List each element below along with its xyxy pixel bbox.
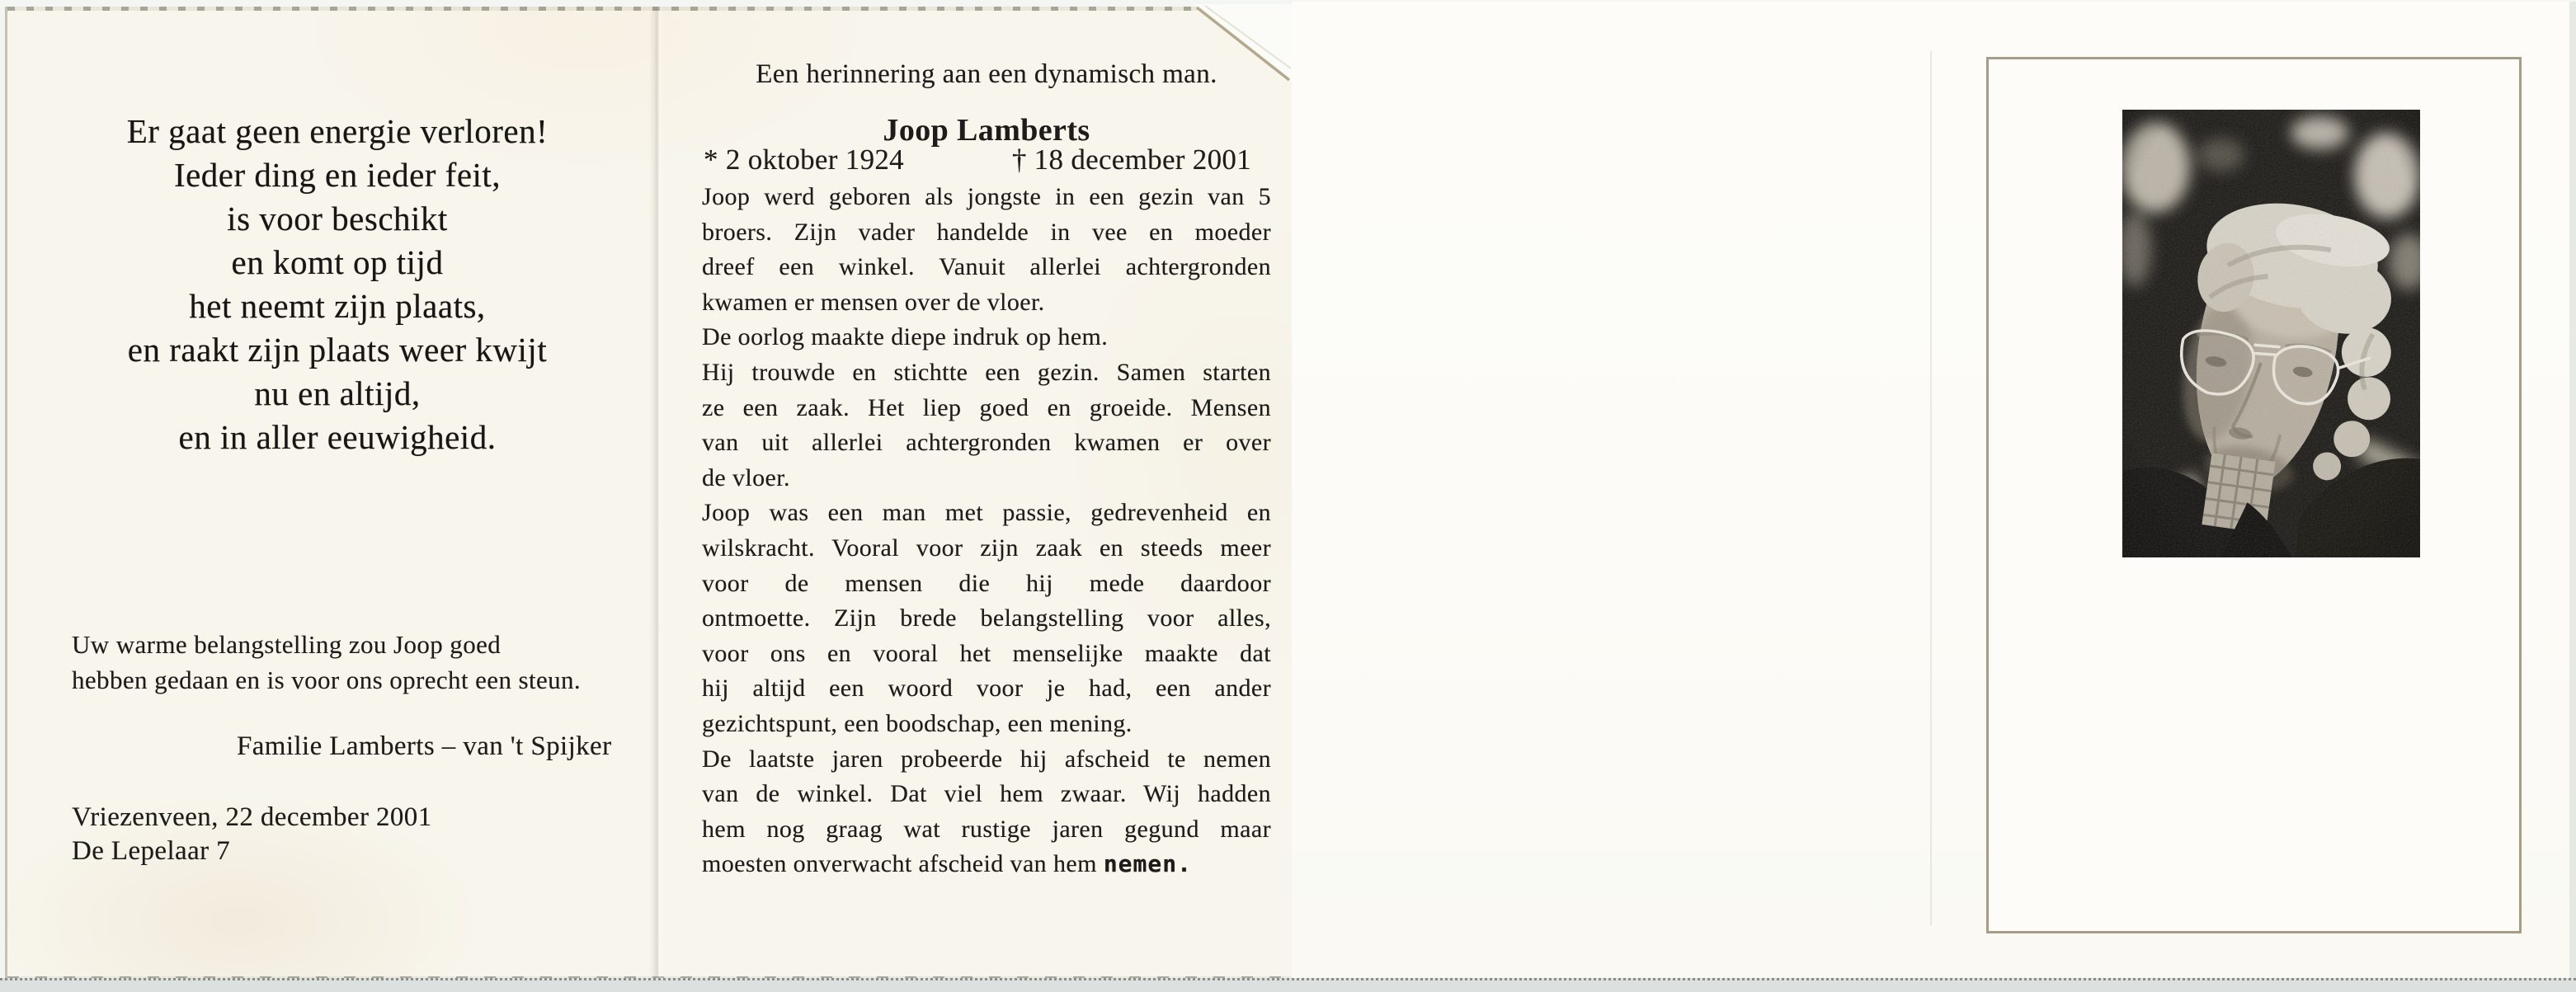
body-line: wilskracht. Vooral voor zijn zaak en steeds meer — [702, 534, 1271, 562]
body-line: van uit allerlei achtergronden kwamen er over — [702, 429, 1271, 457]
body-line: hij altijd een woord voor je had, een ander — [702, 675, 1271, 703]
scan-right-edge — [2569, 2, 2576, 980]
cover-fold-line — [1930, 51, 1932, 925]
inside-spread-card — [5, 7, 1296, 980]
condolence-line: Uw warme belangstelling zou Joop goed — [72, 630, 502, 659]
poem-line: Ieder ding en ieder feit, — [173, 156, 502, 194]
scanner-edge-strip — [0, 978, 2576, 992]
photo-frame-border — [1986, 57, 2522, 933]
body-line: dreef een winkel. Vanuit allerlei achtergronden — [702, 253, 1271, 281]
body-line: Joop werd geboren als jongste in een gezin van 5 — [702, 183, 1271, 210]
body-line — [702, 847, 1271, 882]
family-signature: Familie Lamberts – van 't Spijker — [237, 731, 612, 761]
poem-line: en in aller eeuwigheid. — [178, 418, 497, 456]
cover-card — [1292, 2, 2576, 981]
biography-text — [702, 180, 1271, 882]
poem-line: nu en altijd, — [254, 374, 421, 412]
body-line-final-prefix: moesten onverwacht afscheid van hem — [702, 850, 1097, 878]
condolence-line: hebben gedaan en is voor ons oprecht een steun. — [72, 665, 582, 694]
poem-line: en komt op tijd — [231, 243, 444, 281]
body-line: De laatste jaren probeerde hij afscheid te nemen — [702, 745, 1271, 773]
portrait-photo — [2122, 110, 2420, 557]
body-line: Hij trouwde en stichtte een gezin. Samen starten — [702, 358, 1271, 386]
body-line: hem nog graag wat rustige jaren gegund maar — [702, 815, 1271, 843]
memorial-header: Een herinnering aan een dynamisch man. — [756, 59, 1217, 89]
birth-date: * 2 oktober 1924 — [704, 143, 904, 176]
poem-line: het neemt zijn plaats, — [189, 287, 486, 325]
body-line: De oorlog maakte diepe indruk op hem. — [702, 323, 1109, 351]
body-line: Joop was een man met passie, gedrevenheid en — [702, 499, 1271, 527]
body-line: voor de mensen die hij mede daardoor — [702, 569, 1271, 597]
poem-line: en raakt zijn plaats weer kwijt — [127, 331, 548, 369]
body-line: ontmoette. Zijn brede belangstelling voor alles, — [702, 604, 1271, 632]
life-dates — [704, 143, 1251, 176]
poem-line: is voor beschikt — [227, 200, 448, 237]
torn-corner — [1185, 4, 1294, 87]
body-line: van de winkel. Dat viel hem zwaar. Wij hadden — [702, 780, 1271, 808]
body-line: de vloer. — [702, 463, 790, 491]
body-line: broers. Zijn vader handelde in vee en moeder — [702, 218, 1271, 246]
death-date: † 18 december 2001 — [1011, 143, 1251, 176]
body-line: voor ons en vooral het menselijke maakte dat — [702, 639, 1271, 667]
body-line: gezichtspunt, een boodschap, een mening. — [702, 709, 1133, 737]
body-line: kwamen er mensen over de vloer. — [702, 288, 1045, 316]
body-line-final-word: nemen. — [1103, 850, 1192, 878]
poem-block — [49, 110, 626, 459]
center-fold-crease — [649, 7, 664, 980]
address-line: De Lepelaar 7 — [72, 836, 231, 866]
condolence-text — [72, 627, 666, 698]
place-and-address — [72, 801, 432, 868]
deceased-name: Joop Lamberts — [883, 113, 1090, 148]
place-date-line: Vriezenveen, 22 december 2001 — [72, 802, 432, 832]
body-line: ze een zaak. Het liep goed en groeide. Mensen — [702, 393, 1271, 421]
poem-line: Er gaat geen energie verloren! — [126, 112, 549, 150]
